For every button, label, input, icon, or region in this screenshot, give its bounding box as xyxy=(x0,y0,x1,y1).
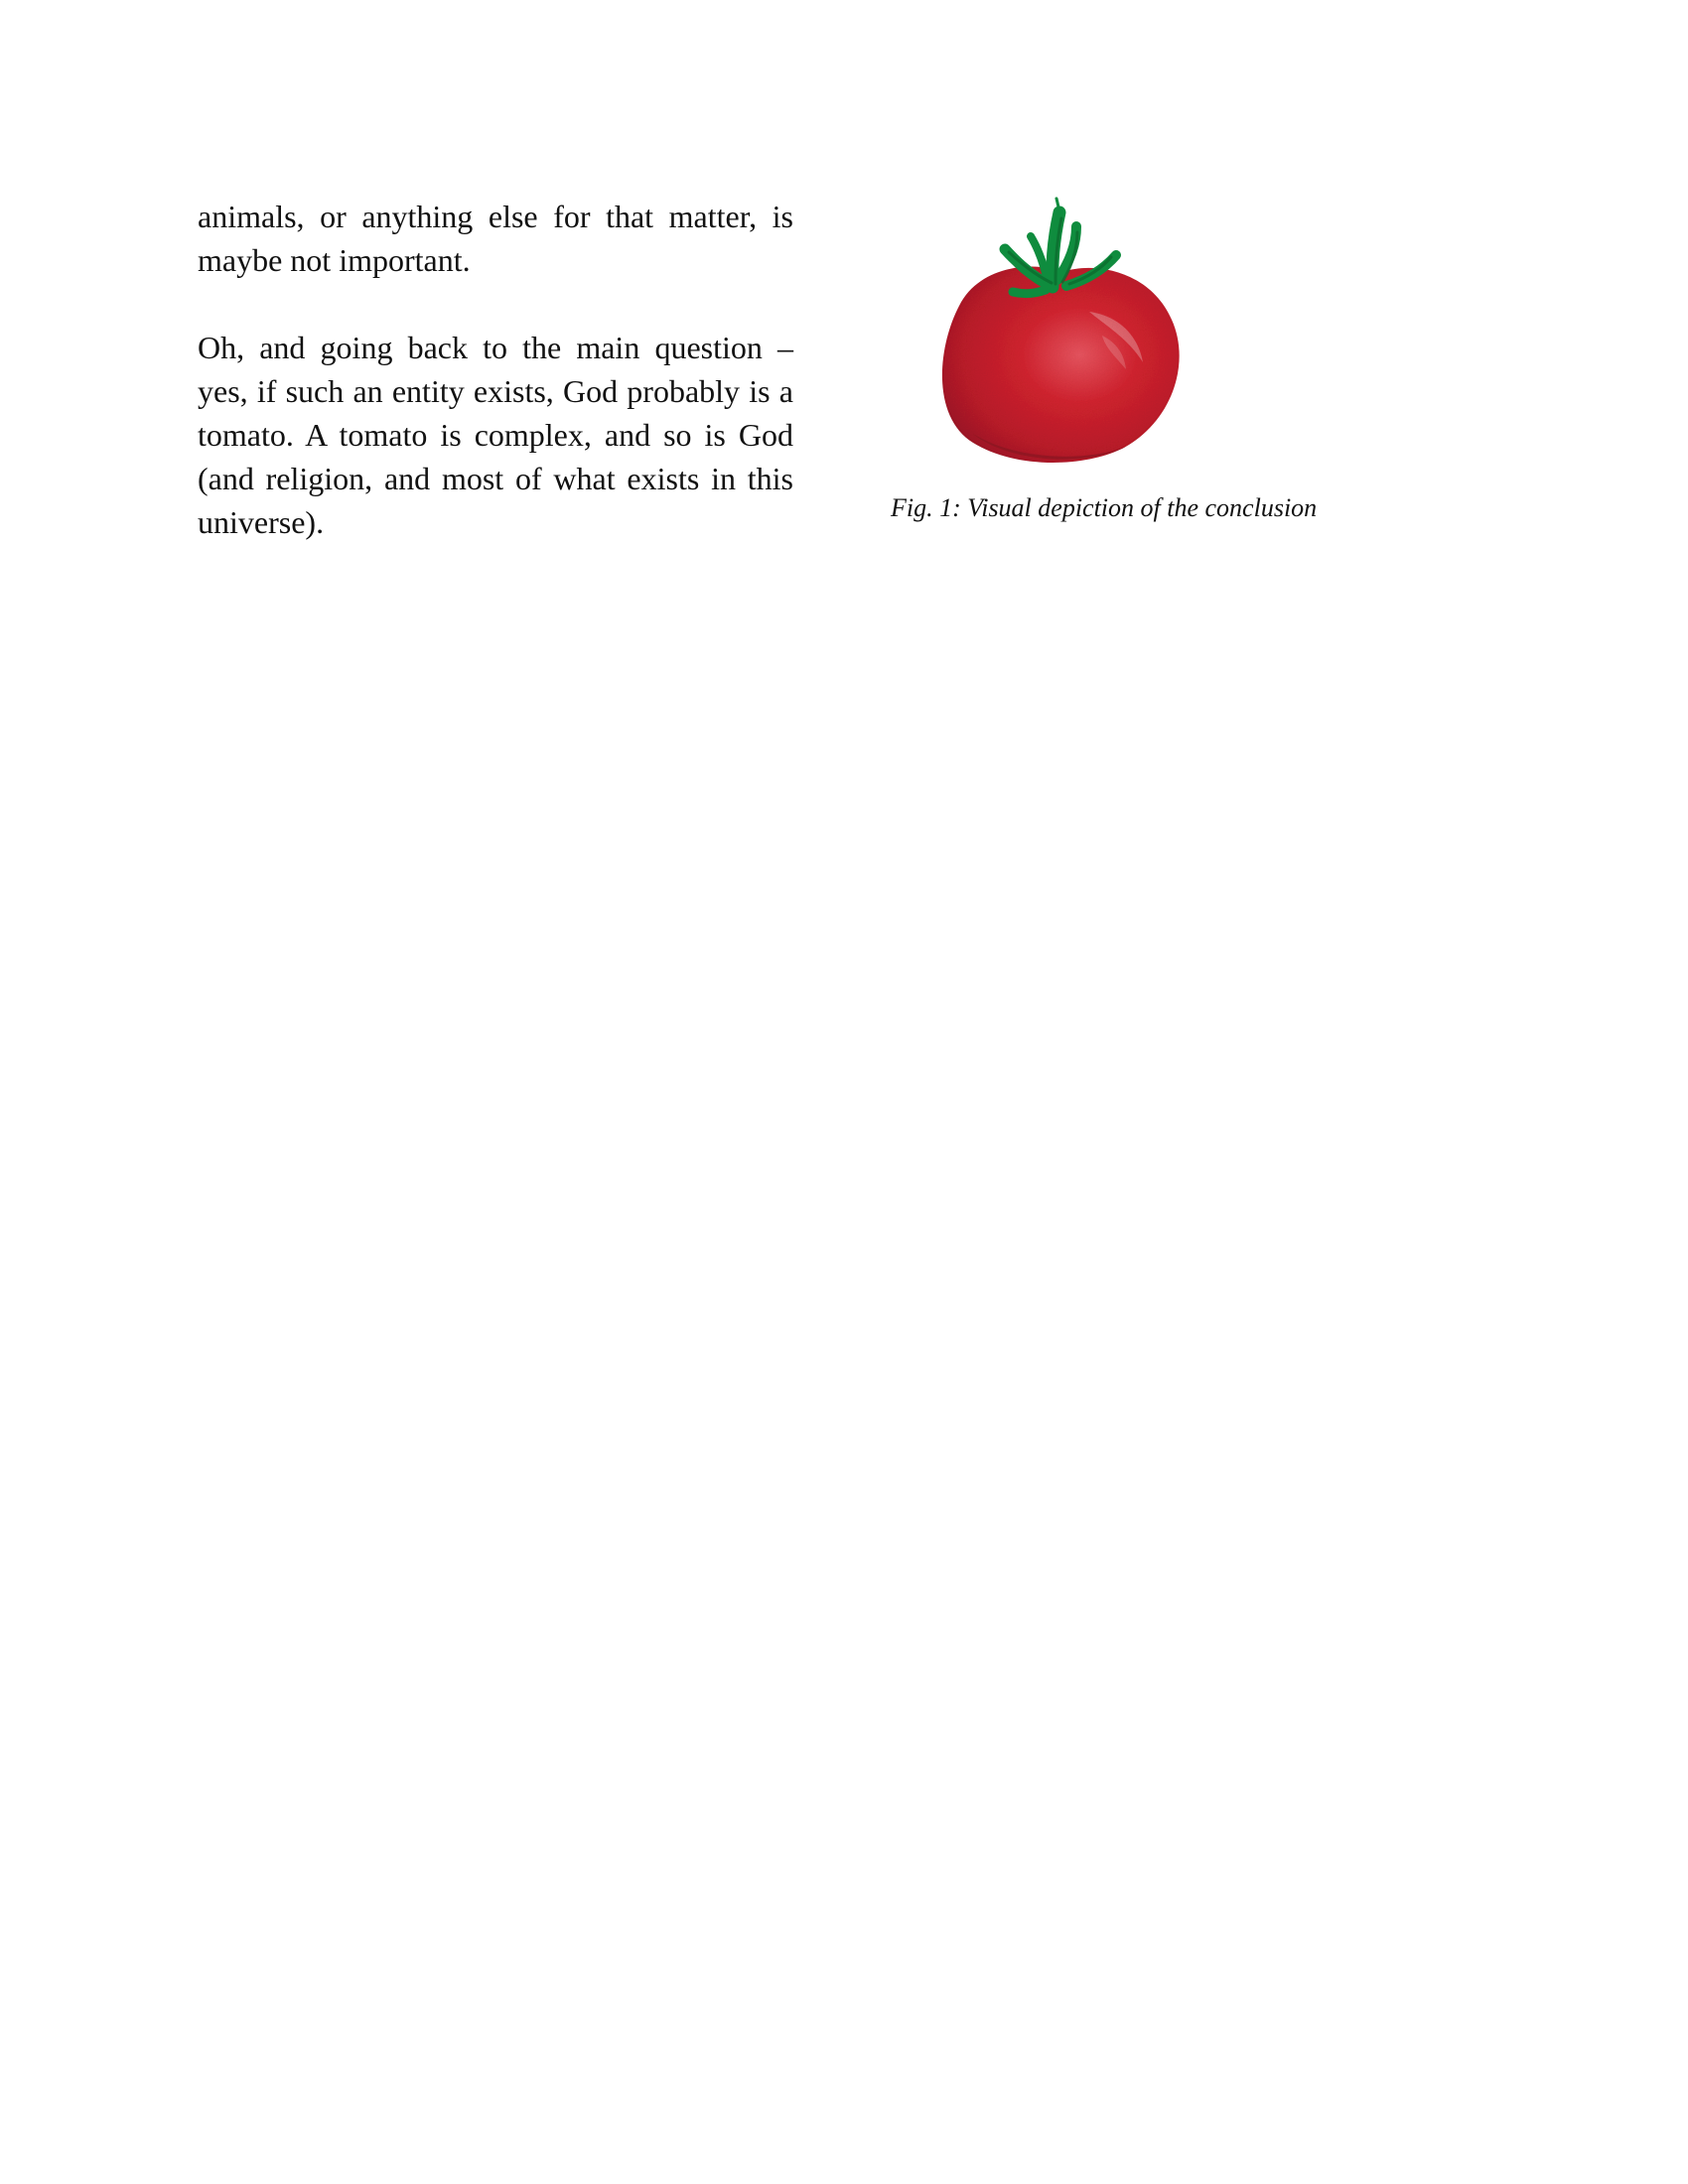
figure xyxy=(874,195,1390,532)
figure-caption: Fig. 1: Visual depiction of the conclusion xyxy=(891,493,1318,522)
paragraph-conclusion: Oh, and going back to the main question – yes, if such an entity exists, God probably is a tomato. A tomato is complex, and so is God (and religion, and most of what exists in this universe). xyxy=(198,330,793,540)
paragraph-continuation: animals, or anything else for that matter, is maybe not important. xyxy=(198,199,793,278)
text-column xyxy=(198,195,793,544)
tomato-illustration-icon xyxy=(904,195,1201,473)
